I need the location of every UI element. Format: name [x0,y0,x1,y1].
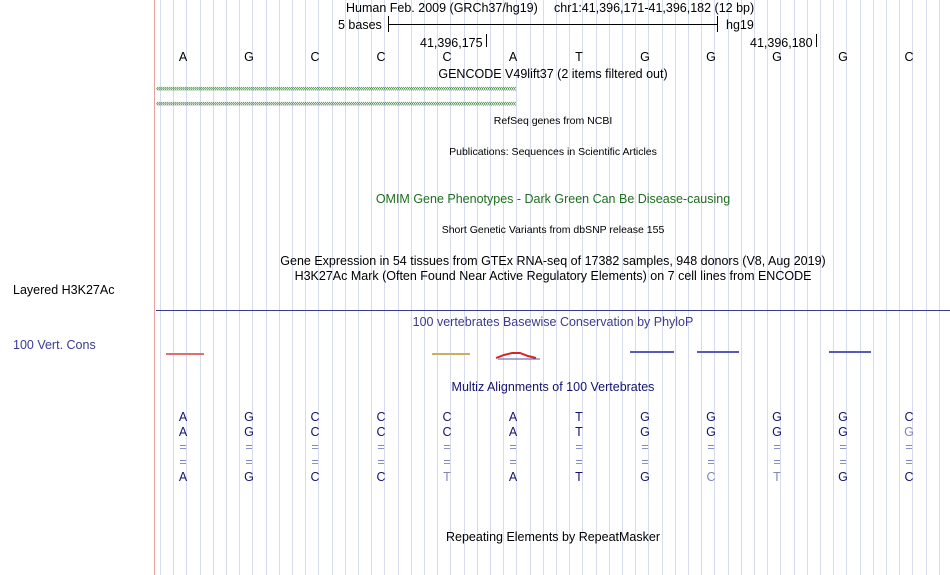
dbsnp-track-title: Short Genetic Variants from dbSNP release 155 [441,224,665,236]
aligned-base: G [244,470,254,484]
aligned-base: T [443,470,451,484]
aligned-base: = [905,440,913,454]
aligned-base: = [443,440,451,454]
aligned-base: = [839,440,847,454]
aligned-base: G [640,410,650,424]
aligned-base: T [575,410,583,424]
aligned-base: = [245,455,253,469]
aligned-base: G [706,425,716,439]
db-text: hg19 [726,18,754,32]
aligned-base: = [707,440,715,454]
conservation-segment [630,351,674,353]
gene-strand-arrows: ‹‹‹‹‹‹‹‹‹‹‹‹‹‹‹‹‹‹‹‹‹‹‹‹‹‹‹‹‹‹‹‹‹‹‹‹‹‹‹‹‹‹‹‹‹‹‹‹‹‹‹‹‹‹‹‹‹‹‹‹‹‹‹‹‹‹‹‹‹‹‹‹‹‹‹‹‹‹‹‹‹‹‹‹‹‹‹‹‹‹‹‹‹‹‹‹‹‹‹‹‹‹‹‹‹‹‹‹‹‹‹‹‹‹‹‹‹‹‹‹‹‹‹‹‹‹‹‹‹‹‹‹‹‹‹‹‹‹‹‹‹‹‹‹‹‹‹‹‹‹‹‹‹‹‹‹‹‹‹‹‹‹‹‹‹‹‹‹‹‹‹‹‹‹‹‹‹‹‹‹ [156,99,516,107]
aligned-base: = [179,440,187,454]
publications-track-title: Publications: Sequences in Scientific Articles [449,146,657,158]
scale-bar-text: 5 bases [338,18,382,32]
gencode-gene-bar[interactable] [156,84,950,92]
scale-bar [388,24,718,25]
aligned-base: = [443,455,451,469]
aligned-base: = [773,455,781,469]
conservation-segment [697,351,739,353]
position-text: chr1:41,396,171-41,396,182 (12 bp) [554,1,755,15]
aligned-base: = [179,455,187,469]
h3k27ac-track-title: H3K27Ac Mark (Often Found Near Active Regulatory Elements) on 7 cell lines from ENCODE [294,269,812,283]
aligned-base: = [773,440,781,454]
gene-strand-arrows: ‹‹‹‹‹‹‹‹‹‹‹‹‹‹‹‹‹‹‹‹‹‹‹‹‹‹‹‹‹‹‹‹‹‹‹‹‹‹‹‹‹‹‹‹‹‹‹‹‹‹‹‹‹‹‹‹‹‹‹‹‹‹‹‹‹‹‹‹‹‹‹‹‹‹‹‹‹‹‹‹‹‹‹‹‹‹‹‹‹‹‹‹‹‹‹‹‹‹‹‹‹‹‹‹‹‹‹‹‹‹‹‹‹‹‹‹‹‹‹‹‹‹‹‹‹‹‹‹‹‹‹‹‹‹‹‹‹‹‹‹‹‹‹‹‹‹‹‹‹‹‹‹‹‹‹‹‹‹‹‹‹‹‹‹‹‹‹‹‹‹‹‹‹‹‹‹‹‹‹‹ [156,84,516,92]
reference-base: C [376,50,386,64]
aligned-base: = [509,455,517,469]
aligned-base: A [508,425,518,439]
coordinate-tick [816,34,817,47]
aligned-base: G [640,470,650,484]
reference-base: G [772,50,782,64]
aligned-base: G [244,410,254,424]
refseq-track-title: RefSeq genes from NCBI [493,115,613,127]
conservation-track-label[interactable]: 100 Vert. Cons [13,338,96,352]
coordinate-tick [486,34,487,47]
aligned-base: C [376,470,386,484]
coordinate-label: 41,396,180 [750,36,813,50]
aligned-base: C [376,410,386,424]
aligned-base: G [640,425,650,439]
aligned-base: = [707,455,715,469]
aligned-base: T [575,470,583,484]
gencode-gene-bar[interactable] [156,99,950,107]
aligned-base: C [310,470,320,484]
aligned-base: = [575,440,583,454]
conservation-track-title: 100 vertebrates Basewise Conservation by PhyloP [412,315,694,329]
aligned-base: = [377,455,385,469]
reference-base: C [442,50,452,64]
aligned-base: G [838,470,848,484]
aligned-base: C [706,470,716,484]
aligned-base: = [377,440,385,454]
aligned-base: = [509,440,517,454]
coordinate-label: 41,396,175 [420,36,483,50]
conservation-segment [829,351,871,353]
aligned-base: = [311,455,319,469]
reference-base: G [244,50,254,64]
aligned-base: = [905,455,913,469]
aligned-base: = [641,455,649,469]
reference-base: G [640,50,650,64]
aligned-base: T [773,470,781,484]
aligned-base: = [575,455,583,469]
h3k27ac-track-label[interactable]: Layered H3K27Ac [13,283,115,297]
conservation-peak [494,350,542,362]
omim-track-title: OMIM Gene Phenotypes - Dark Green Can Be Disease-causing [375,192,731,206]
aligned-base: G [244,425,254,439]
aligned-base: C [442,410,452,424]
aligned-base: C [376,425,386,439]
label-divider [154,0,155,575]
reference-base: C [310,50,320,64]
aligned-base: G [904,425,914,439]
aligned-base: A [178,425,188,439]
multiz-track-title: Multiz Alignments of 100 Vertebrates [451,380,655,394]
gencode-track-title: GENCODE V49lift37 (2 items filtered out) [438,67,668,81]
aligned-base: C [310,425,320,439]
reference-base: T [575,50,583,64]
reference-base: G [706,50,716,64]
gtex-track-title: Gene Expression in 54 tissues from GTEx RNA-seq of 17382 samples, 948 donors (V8, Aug 2019) [280,254,826,268]
aligned-base: C [442,425,452,439]
aligned-base: C [310,410,320,424]
aligned-base: = [641,440,649,454]
assembly-text: Human Feb. 2009 (GRCh37/hg19) [346,1,538,15]
aligned-base: = [311,440,319,454]
aligned-base: A [178,470,188,484]
conservation-segment [432,353,470,355]
aligned-base: A [178,410,188,424]
repeatmasker-track-title: Repeating Elements by RepeatMasker [445,530,660,544]
reference-base: A [508,50,518,64]
aligned-base: G [772,425,782,439]
aligned-base: C [904,470,914,484]
track-label-pane [0,0,154,575]
aligned-base: C [904,410,914,424]
reference-base: G [838,50,848,64]
aligned-base: G [772,410,782,424]
aligned-base: = [245,440,253,454]
aligned-base: A [508,410,518,424]
conservation-segment [166,353,204,355]
aligned-base: G [706,410,716,424]
aligned-base: T [575,425,583,439]
scale-bar-right-tick [717,16,718,32]
aligned-base: G [838,410,848,424]
aligned-base: A [508,470,518,484]
reference-base: C [904,50,914,64]
reference-base: A [178,50,188,64]
aligned-base: = [839,455,847,469]
aligned-base: G [838,425,848,439]
h3k27ac-baseline [156,310,950,311]
